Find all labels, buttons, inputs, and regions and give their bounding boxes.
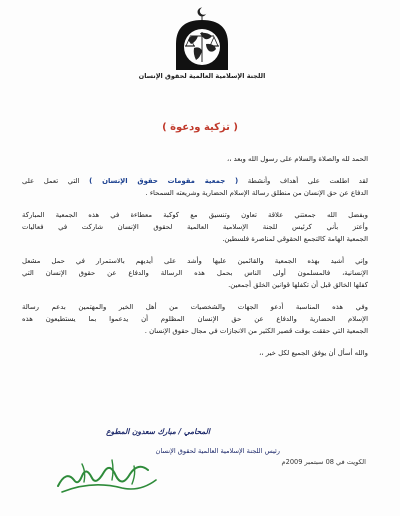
association-name-highlight: ( جمعية مقومات حقوق الإنسان ) (89, 177, 239, 185)
handwritten-signature (52, 450, 162, 498)
paragraph-1-text: لقد اطلعت على أهداف وأنشطة (238, 177, 368, 185)
closing-line: والله أسأل أن يوفق الجميع لكل خير ،، (259, 349, 368, 357)
paragraph-4-line-3: الجمعية التي حققت بوقت قصير الكثير من الانجازات في مجال حقوق الإنسان . (144, 327, 368, 335)
paragraph-1-line-2: الدفاع عن حق الإنسان من منطلق رسالة الإسلام الحضارية وشريعته السمحاء . (145, 189, 368, 197)
paragraph-3-line-2: الإنسانية، فالمسلمون أولى الناس بحمل هذه الرسالة والدفاع عن حقوق الإنسان التي (22, 269, 368, 277)
sender-name: المحامي / مبارك سعدون المطوع (106, 427, 210, 436)
paragraph-4-line-2: الإسلام الحضارية والدفاع عن حق الإنسان المظلوم أن يدعموا بما يستطيعون هذه (22, 315, 368, 323)
paragraph-4-line-1: وفي هذه المناسبة أدعو الجهات والشخصيات من أهل الخير والمهتمين بدعم رسالة (22, 303, 368, 311)
paragraph-1-line-1 (22, 176, 368, 187)
letter-title: ( تزكية ودعوة ) (162, 122, 238, 133)
greeting: الحمد لله والصلاة والسلام على رسول الله وبعد ،، (227, 155, 368, 163)
organization-logo (172, 6, 232, 74)
sender-role: رئيس اللجنة الإسلامية العالمية لحقوق الإنسان (155, 447, 280, 455)
organization-name: اللجنة الإسلامية العالمية لحقوق الإنسان (138, 72, 266, 80)
paragraph-3-line-3: كفلها الخالق قبل أن تكفلها قوانين الخلق أجمعين. (228, 281, 368, 289)
paragraph-3-line-1: وإني أشيد بهذه الجمعية والقائمين عليها وأشد على أيديهم بالاستمرار في حمل مشعل (22, 257, 368, 265)
paragraph-1-text-end: التي تعمل على (22, 177, 90, 185)
paragraph-2-line-2: وأعتز بأني كرئيس للجنة الإسلامية العالمية لحقوق الإنسان شاركت في فعاليات (22, 223, 368, 231)
paragraph-2-line-1: وبفضل الله جمعتني علاقة تعاون وتنسيق مع كوكبة معطاءة في هذه الجمعية المباركة (22, 211, 368, 219)
letter-date: الكويت في 08 سبتمبر 2009م (281, 458, 366, 466)
paragraph-2-line-3: الجمعية الهامة كالتجمع الحقوقي لمناصرة فلسطين. (222, 235, 368, 243)
